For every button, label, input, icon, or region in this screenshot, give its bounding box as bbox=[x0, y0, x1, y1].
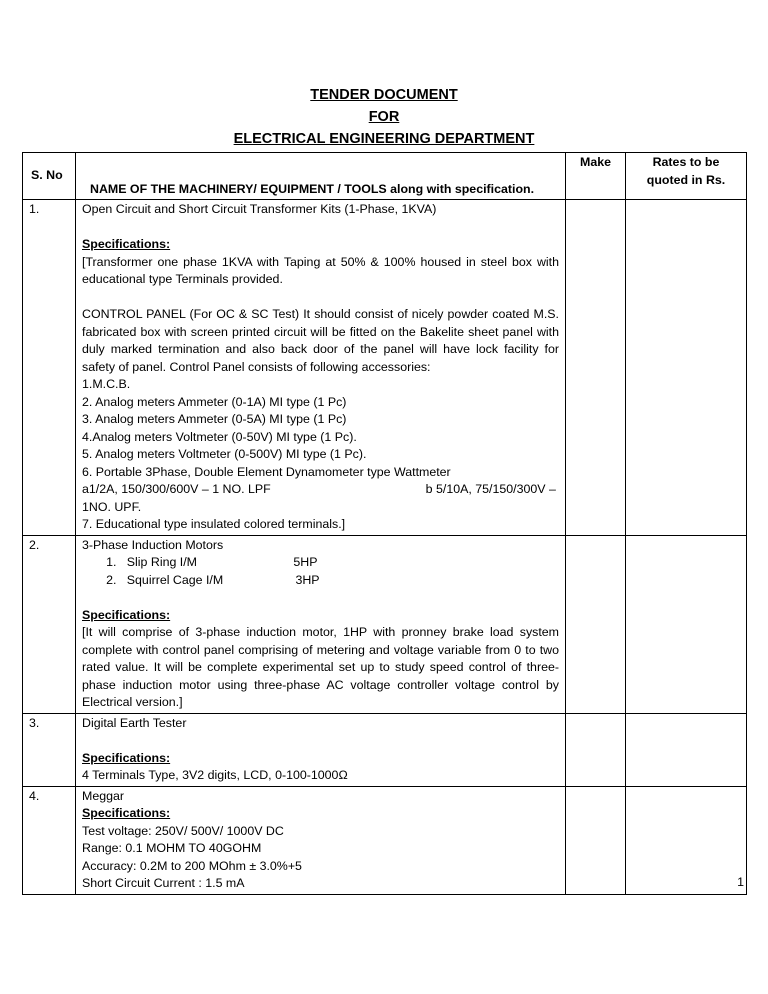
text-line: CONTROL PANEL (For OC & SC Test) It should consist of nicely powder coated M.S. fabricated box with screen printed circuit will be fitted on the Bakelite sheet panel with duly marked termination and also back door of the panel will have lock facility for safety of panel. Control Panel consists of following accessories: bbox=[82, 307, 559, 374]
text-line: 2. Squirrel Cage I/M 3HP bbox=[82, 572, 320, 587]
text-line: 4.Analog meters Voltmeter (0-50V) MI type (1 Pc). bbox=[82, 429, 357, 444]
text-line: Open Circuit and Short Circuit Transformer Kits (1-Phase, 1KVA) bbox=[82, 202, 437, 216]
row-rate-cell bbox=[626, 535, 747, 713]
row-sno: 4. bbox=[23, 786, 76, 894]
text-line: 1.M.C.B. bbox=[82, 377, 131, 391]
row-sno: 1. bbox=[23, 200, 76, 536]
row-content bbox=[76, 200, 566, 536]
row-make-cell bbox=[566, 200, 626, 536]
header-rates: Rates to be quoted in Rs. bbox=[626, 153, 747, 200]
text-line: 2. Analog meters Ammeter (0-1A) MI type (1 Pc) bbox=[82, 394, 347, 409]
text-line bbox=[82, 589, 559, 607]
row-content bbox=[76, 535, 566, 713]
text-line bbox=[82, 219, 559, 237]
table-body bbox=[23, 200, 747, 895]
text-line: a1/2A, 150/300/600V – 1 NO. LPF b 5/10A, 75/150/300V – bbox=[82, 482, 556, 496]
header-sno: S. No bbox=[23, 153, 76, 200]
header-name: NAME OF THE MACHINERY/ EQUIPMENT / TOOLS along with specification. bbox=[76, 153, 566, 200]
row-rate-cell bbox=[626, 786, 747, 894]
text-line: Meggar bbox=[82, 788, 125, 803]
doc-title-line-3: ELECTRICAL ENGINEERING DEPARTMENT bbox=[233, 131, 535, 147]
text-line: Accuracy: 0.2M to 200 MOhm ± 3.0%+5 bbox=[82, 858, 302, 873]
table-header-row bbox=[23, 153, 747, 200]
spec-heading: Specifications: bbox=[82, 607, 171, 622]
table-row bbox=[23, 713, 747, 786]
text-line bbox=[82, 289, 559, 307]
text-line: Range: 0.1 MOHM TO 40GOHM bbox=[82, 841, 262, 855]
row-content bbox=[76, 786, 566, 894]
text-line: [Transformer one phase 1KVA with Taping at 50% & 100% housed in steel box with educational type Terminals provided. bbox=[82, 254, 559, 286]
text-line: 3. Analog meters Ammeter (0-5A) MI type (1 Pc) bbox=[82, 412, 347, 426]
row-sno: 3. bbox=[23, 713, 76, 786]
text-line: 7. Educational type insulated colored terminals.] bbox=[82, 517, 346, 531]
text-line: Digital Earth Tester bbox=[82, 715, 187, 730]
text-line bbox=[82, 732, 559, 750]
text-line: 4 Terminals Type, 3V2 digits, LCD, 0-100-1000Ω bbox=[82, 768, 348, 782]
row-content bbox=[76, 713, 566, 786]
header-make: Make bbox=[566, 153, 626, 200]
row-rate-cell bbox=[626, 713, 747, 786]
row-make-cell bbox=[566, 786, 626, 894]
doc-title-line-2: FOR bbox=[368, 109, 400, 125]
spec-heading: Specifications: bbox=[82, 750, 171, 765]
text-line: 6. Portable 3Phase, Double Element Dynamometer type Wattmeter bbox=[82, 464, 451, 479]
spec-heading: Specifications: bbox=[82, 806, 171, 820]
text-line: 1NO. UPF. bbox=[82, 499, 142, 514]
text-line: [It will comprise of 3-phase induction motor, 1HP with pronney brake load system complete with control panel comprising of metering and voltage variable from 0 to two rated value. It will be complete experimental set up to study speed control of three-phase induction motor using three-phase AC voltage controller voltage control by Electrical version.] bbox=[82, 625, 559, 709]
text-line: 3-Phase Induction Motors bbox=[82, 537, 224, 552]
tender-table bbox=[22, 152, 747, 895]
row-make-cell bbox=[566, 535, 626, 713]
text-line: Short Circuit Current : 1.5 mA bbox=[82, 876, 245, 890]
document-title-block bbox=[0, 84, 768, 150]
page-number: 1 bbox=[737, 875, 744, 889]
spec-heading: Specifications: bbox=[82, 237, 171, 251]
text-line: 5. Analog meters Voltmeter (0-500V) MI type (1 Pc). bbox=[82, 447, 367, 461]
text-line: 1. Slip Ring I/M 5HP bbox=[82, 555, 318, 569]
row-sno: 2. bbox=[23, 535, 76, 713]
row-make-cell bbox=[566, 713, 626, 786]
table-row bbox=[23, 786, 747, 894]
table-row bbox=[23, 535, 747, 713]
text-line: Test voltage: 250V/ 500V/ 1000V DC bbox=[82, 823, 284, 838]
row-rate-cell bbox=[626, 200, 747, 536]
doc-title-line-1: TENDER DOCUMENT bbox=[310, 87, 458, 103]
table-row bbox=[23, 200, 747, 536]
